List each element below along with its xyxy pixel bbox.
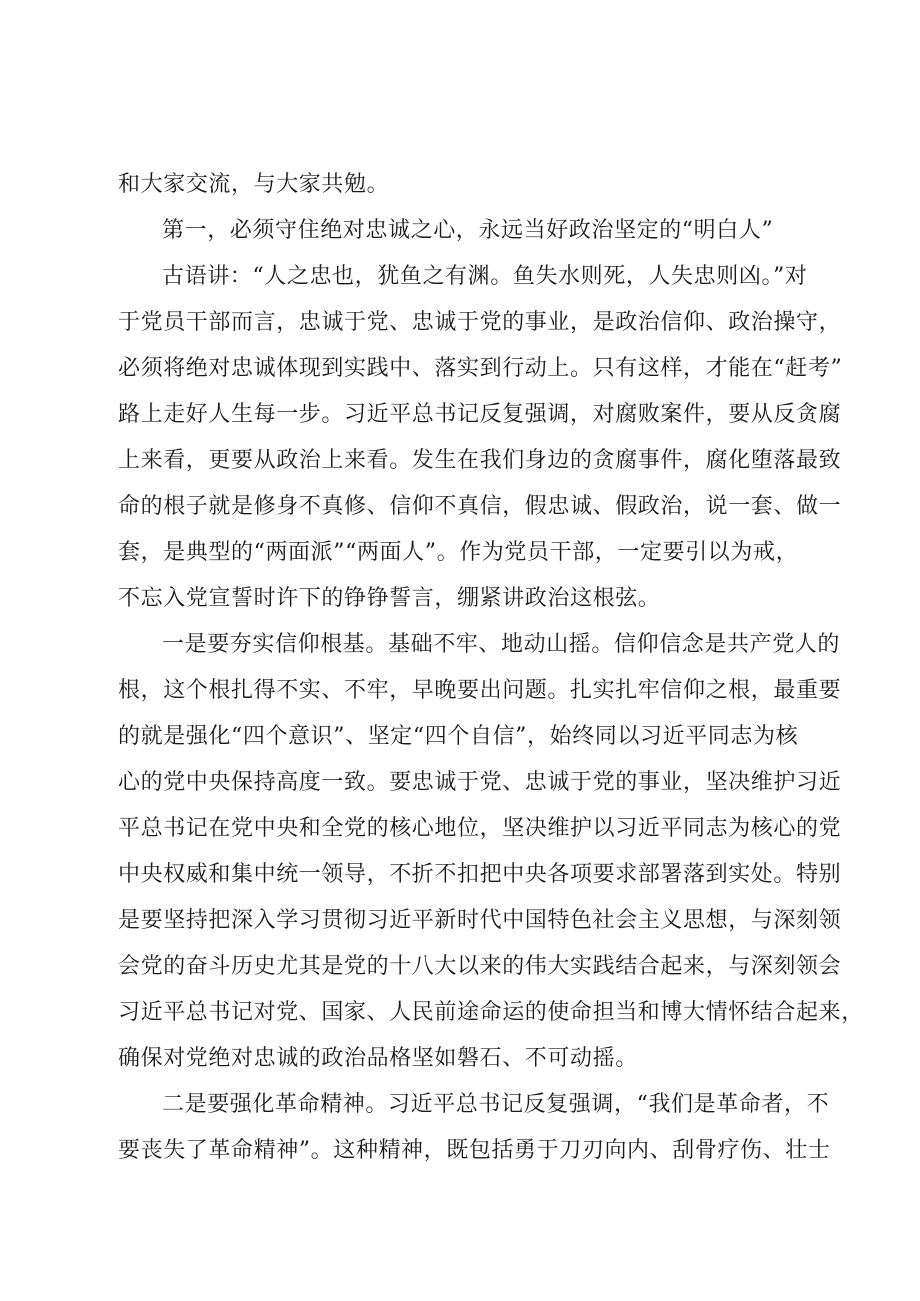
text-line-17: 是要坚持把深入学习贯彻习近平新时代中国特色社会主义思想，与深刻领: [118, 908, 842, 933]
text-line-10: 不忘入党宣誓时许下的铮铮誓言，绷紧讲政治这根弦。: [118, 586, 661, 611]
text-line-14: 心的党中央保持高度一致。要忠诚于党、忠诚于党的事业，坚决维护习近: [118, 770, 842, 795]
text-line-12: 根，这个根扎得不实、不牢，早晚要出问题。扎实扎牢信仰之根，最重要: [118, 678, 842, 703]
text-line-8: 命的根子就是修身不真修、信仰不真信，假忠诚、假政治，说一套、做一: [118, 494, 842, 519]
text-line-1: 和大家交流，与大家共勉。: [118, 172, 390, 197]
text-line-5: 必须将绝对忠诚体现到实践中、落实到行动上。只有这样，才能在“赶考”: [118, 356, 843, 381]
text-line-21: 二是要强化革命精神。习近平总书记反复强调，“我们是革命者，不: [162, 1092, 830, 1117]
text-line-11: 一是要夯实信仰根基。基础不牢、地动山摇。信仰信念是共产党人的: [162, 632, 841, 657]
text-line-20: 确保对党绝对忠诚的政治品格坚如磐石、不可动摇。: [118, 1046, 638, 1071]
text-line-16: 中央权威和集中统一领导，不折不扣把中央各项要求部署落到实处。特别: [118, 862, 842, 887]
text-line-18: 会党的奋斗历史尤其是党的十八大以来的伟大实践结合起来，与深刻领会: [118, 954, 842, 979]
text-line-7: 上来看，更要从政治上来看。发生在我们身边的贪腐事件，腐化堕落最致: [118, 448, 842, 473]
text-line-3: 古语讲：“人之忠也，犹鱼之有渊。鱼失水则死，人失忠则凶。”对: [162, 264, 808, 289]
section-heading: 第一，必须守住绝对忠诚之心，永远当好政治坚定的“明白人”: [162, 218, 774, 243]
text-line-6: 路上走好人生每一步。习近平总书记反复强调，对腐败案件，要从反贪腐: [118, 402, 842, 427]
text-line-13: 的就是强化“四个意识”、坚定“四个自信”，始终同以习近平同志为核: [118, 724, 799, 749]
text-line-19: 习近平总书记对党、国家、人民前途命运的使命担当和博大情怀结合起来，: [118, 1000, 864, 1025]
text-line-9: 套，是典型的“两面派”“两面人”。作为党员干部，一定要引以为戒，: [118, 540, 799, 565]
text-line-15: 平总书记在党中央和全党的核心地位，坚决维护以习近平同志为核心的党: [118, 816, 842, 841]
text-line-22: 要丧失了革命精神”。这种精神，既包括勇于刀刃向内、刮骨疗伤、壮士: [118, 1138, 831, 1163]
text-line-4: 于党员干部而言，忠诚于党、忠诚于党的事业，是政治信仰、政治操守，: [118, 310, 842, 335]
